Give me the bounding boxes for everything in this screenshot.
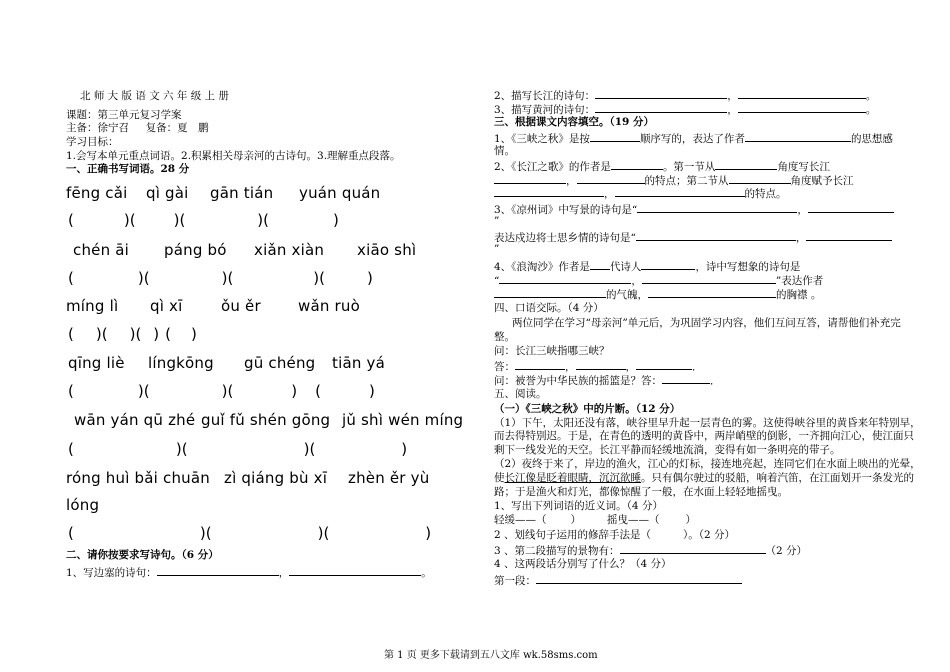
- fill1-line1: 1、《三峡之秋》是按 顺序写的，表达了作者 的思想感: [494, 133, 893, 145]
- fill2-blank-2[interactable]: [715, 159, 777, 170]
- pinyin-feng-cai: fēng cǎi: [66, 184, 128, 202]
- main-author: 主备：徐宁召: [66, 122, 129, 134]
- fill2-blank-7[interactable]: [615, 186, 745, 197]
- section3-title: 三、根据课文内容填空。（19 分）: [494, 116, 655, 128]
- pinyin-chen-ai: chén āi: [73, 241, 130, 259]
- fill4-line3: 的气魄， 的胸襟 。: [494, 287, 821, 302]
- fill2-line1: 2、《长江之歌》的作者是 。第一节从 角度写长江: [494, 161, 830, 173]
- answer-parens-row2[interactable]: ( )( )( )( ): [68, 269, 373, 287]
- reading-q1: 1、写出下列词语的近义词。（4 分）: [494, 500, 663, 512]
- fill1-blank-1[interactable]: [590, 131, 640, 142]
- fill4-blank-5[interactable]: [494, 287, 606, 298]
- reading-q3-blank[interactable]: [620, 543, 766, 554]
- fill4-blank-1[interactable]: [590, 259, 610, 270]
- oral-a2-blank[interactable]: [662, 373, 710, 384]
- poem-q2: 2、描写长江的诗句： ， 。: [494, 90, 877, 102]
- page-footer: 第 1 页 更多下载请到五八文库 wk.58sms.com: [384, 650, 598, 661]
- pinyin-qi-gai: qì gài: [146, 184, 189, 202]
- pinyin-ju-shi-wen-ming: jǔ shì wén míng: [342, 411, 464, 429]
- reading-q2: 2 、划线句子运用的修辞手法是（ ）。（2 分）: [494, 529, 736, 541]
- oral-a1: 答： ， ， ．: [494, 361, 703, 373]
- section2-title: 二、请你按要求写诗句。（6 分）: [66, 549, 219, 561]
- fill2-line3: ， 的特点。: [494, 186, 787, 201]
- pinyin-qi-xi: qì xī: [150, 297, 183, 315]
- pinyin-long: lóng: [66, 496, 100, 514]
- reading-q4: 4 、这两段话分别写了什么？（4 分）: [494, 558, 672, 570]
- fill2-blank-3[interactable]: [494, 173, 566, 184]
- oral-a1-blank-3[interactable]: [636, 359, 692, 370]
- fill4-blank-4[interactable]: [642, 273, 776, 284]
- fill2-blank-6[interactable]: [494, 186, 604, 197]
- section1-title: 一、正确书写词语。28 分: [66, 163, 190, 175]
- header-title: 北 师 大 版 语 文 六 年 级 上 册: [80, 90, 229, 102]
- pinyin-wan-ruo: wǎn ruò: [298, 297, 360, 315]
- goals-text: 1.会写本单元重点词语。2.积累相关母亲河的古诗句。3.理解重点段落。: [66, 150, 401, 162]
- fill3-blank-1[interactable]: [637, 202, 797, 213]
- fill3-line1: 3、《凉州词》中写景的诗句是“ ，: [494, 202, 894, 217]
- fill3-blank-2[interactable]: [808, 202, 894, 213]
- oral-q1: 问：长江三峡指哪三峡？: [494, 345, 610, 357]
- lesson-title: 课题：第三单元复习学案: [66, 109, 182, 121]
- pinyin-ming-li: míng lì: [66, 297, 119, 315]
- oral-a1-blank-1[interactable]: [515, 359, 565, 370]
- fill3-blank-3[interactable]: [636, 230, 796, 241]
- authors-line: [66, 122, 209, 135]
- pinyin-xiao-shi: xiāo shì: [357, 241, 417, 259]
- pinyin-ou-er: ǒu ěr: [221, 297, 261, 315]
- fill4-line2: “ ， ”表达作者: [494, 275, 824, 287]
- reading-q3: 3 、第二段描写的景物有： （2 分）: [494, 545, 808, 557]
- pinyin-gan-tian: gān tián: [210, 184, 274, 202]
- oral-q2: 问：被誉为中华民族的摇篮是？答： ．: [494, 375, 721, 387]
- passage-p1-line3: 剩下一线发光的天空。长江平静而轻缓地流淌，变得有如一条明亮的带子。: [494, 444, 841, 456]
- passage-p1-line2: 而去得特别迟。于是，在青色的透明的黄昏中，两岸峭壁的倒影，一齐拥向江心，使江面只: [494, 430, 914, 442]
- poem-q3: 3、描写黄河的诗句： ， 。: [494, 104, 877, 116]
- pinyin-lingkong: língkōng: [148, 354, 214, 372]
- fill2-blank-4[interactable]: [577, 173, 645, 184]
- pinyin-zi-qiang-bu-xi: zì qiáng bù xī: [224, 469, 328, 487]
- fill4-blank-3[interactable]: [499, 273, 631, 284]
- poem-q1-blank-2[interactable]: [289, 565, 421, 576]
- reading-q4-first: 第一段：: [494, 573, 742, 588]
- section5-title: 五、阅读。: [494, 388, 547, 400]
- oral-intro-1: 两位同学在学习“母亲河”单元后，为巩固学习内容，他们互问互答，请帮他们补充完: [512, 317, 901, 329]
- reading-q4-first-blank[interactable]: [536, 573, 742, 584]
- fill3-line1-end: ”: [494, 215, 500, 227]
- poem-q1: 1、写边塞的诗句： ， 。: [66, 567, 432, 579]
- answer-parens-row6[interactable]: ( )( )( ): [68, 524, 432, 542]
- pinyin-pang-bo: páng bó: [164, 241, 227, 259]
- pinyin-qing-lie: qīng liè: [68, 354, 125, 372]
- poem-q3-blank-2[interactable]: [738, 102, 866, 113]
- fill3-line2: 表达戍边将士思乡情的诗句是“ ，: [494, 230, 892, 245]
- fill4-blank-6[interactable]: [648, 287, 776, 298]
- fill3-line2-end: ”: [494, 243, 500, 255]
- answer-parens-row5[interactable]: ( )( )( ): [68, 440, 408, 458]
- fill4-line1: 4、《浪淘沙》作者是 代诗人 ，诗中写想象的诗句是: [494, 261, 801, 273]
- pinyin-gu-cheng: gū chéng: [244, 354, 316, 372]
- pinyin-yuan-quan: yuán quán: [299, 184, 381, 202]
- pinyin-gui-fu-shen-gong: guǐ fǔ shén gōng: [201, 411, 331, 429]
- fill1-blank-2[interactable]: [745, 131, 851, 142]
- poem-q2-blank-2[interactable]: [738, 88, 866, 99]
- fill1-line2: 情。: [494, 145, 515, 157]
- goals-label: 学习目标：: [66, 136, 119, 148]
- passage-p2-line2: 使长江像是眨着眼睛，沉沉欲睡。只有偶尔驶过的驳船，响着汽笛，在江面划开一条发光的: [494, 472, 914, 484]
- poem-q1-blank-1[interactable]: [157, 565, 279, 576]
- pinyin-wan-yan-qu-zhe: wān yán qū zhé: [74, 411, 196, 429]
- passage-p2-line3: 路；于是渔火和灯光，都像惊醒了一般，在水面上轻轻地摇曳。: [494, 486, 788, 498]
- pinyin-xian-xian: xiǎn xiàn: [254, 241, 325, 259]
- section4-title: 四、口语交际。（4 分）: [494, 302, 604, 314]
- oral-a1-blank-2[interactable]: [576, 359, 626, 370]
- review-author: 复备：夏 鹏: [145, 122, 209, 134]
- fill2-line2: ， 的特点；第二节从 角度赋予长江: [494, 173, 854, 188]
- passage-p1-line1: （1）下午，太阳还没有落，峡谷里早升起一层青色的雾。这使得峡谷里的黄昏来年特别早，: [494, 417, 921, 429]
- fill2-blank-5[interactable]: [729, 173, 791, 184]
- pinyin-zhen-er-yu: zhèn ěr yù: [348, 469, 430, 487]
- passage-p2-line1: （2）夜终于来了，岸边的渔火，江心的灯标，接连地亮起，连同它们在水面上映出的光晕，: [494, 458, 921, 470]
- answer-parens-row4[interactable]: ( )( )( ) ( ): [68, 382, 375, 400]
- pinyin-tian-ya: tiān yá: [332, 354, 385, 372]
- answer-parens-row3[interactable]: ( )( )( ) ( ): [68, 325, 197, 343]
- reading-title: （一）《三峡之秋》中的片断。（12 分）: [494, 403, 681, 415]
- oral-intro-2: 整。: [494, 331, 515, 343]
- answer-parens-row1[interactable]: ( )( )( )( ): [68, 211, 339, 229]
- fill2-blank-1[interactable]: [611, 159, 663, 170]
- fill4-blank-2[interactable]: [641, 259, 695, 270]
- fill3-blank-4[interactable]: [806, 230, 892, 241]
- poem-q2-blank-1[interactable]: [595, 88, 727, 99]
- reading-q1-answers: 轻缓——（ ） 摇曳——（ ）: [494, 514, 696, 526]
- underlined-sentence: 长江像是眨着眼睛，沉沉欲睡: [504, 472, 641, 484]
- poem-q3-blank-1[interactable]: [595, 102, 727, 113]
- pinyin-rong-hui-bai-chuan: róng huì bǎi chuān: [66, 469, 210, 487]
